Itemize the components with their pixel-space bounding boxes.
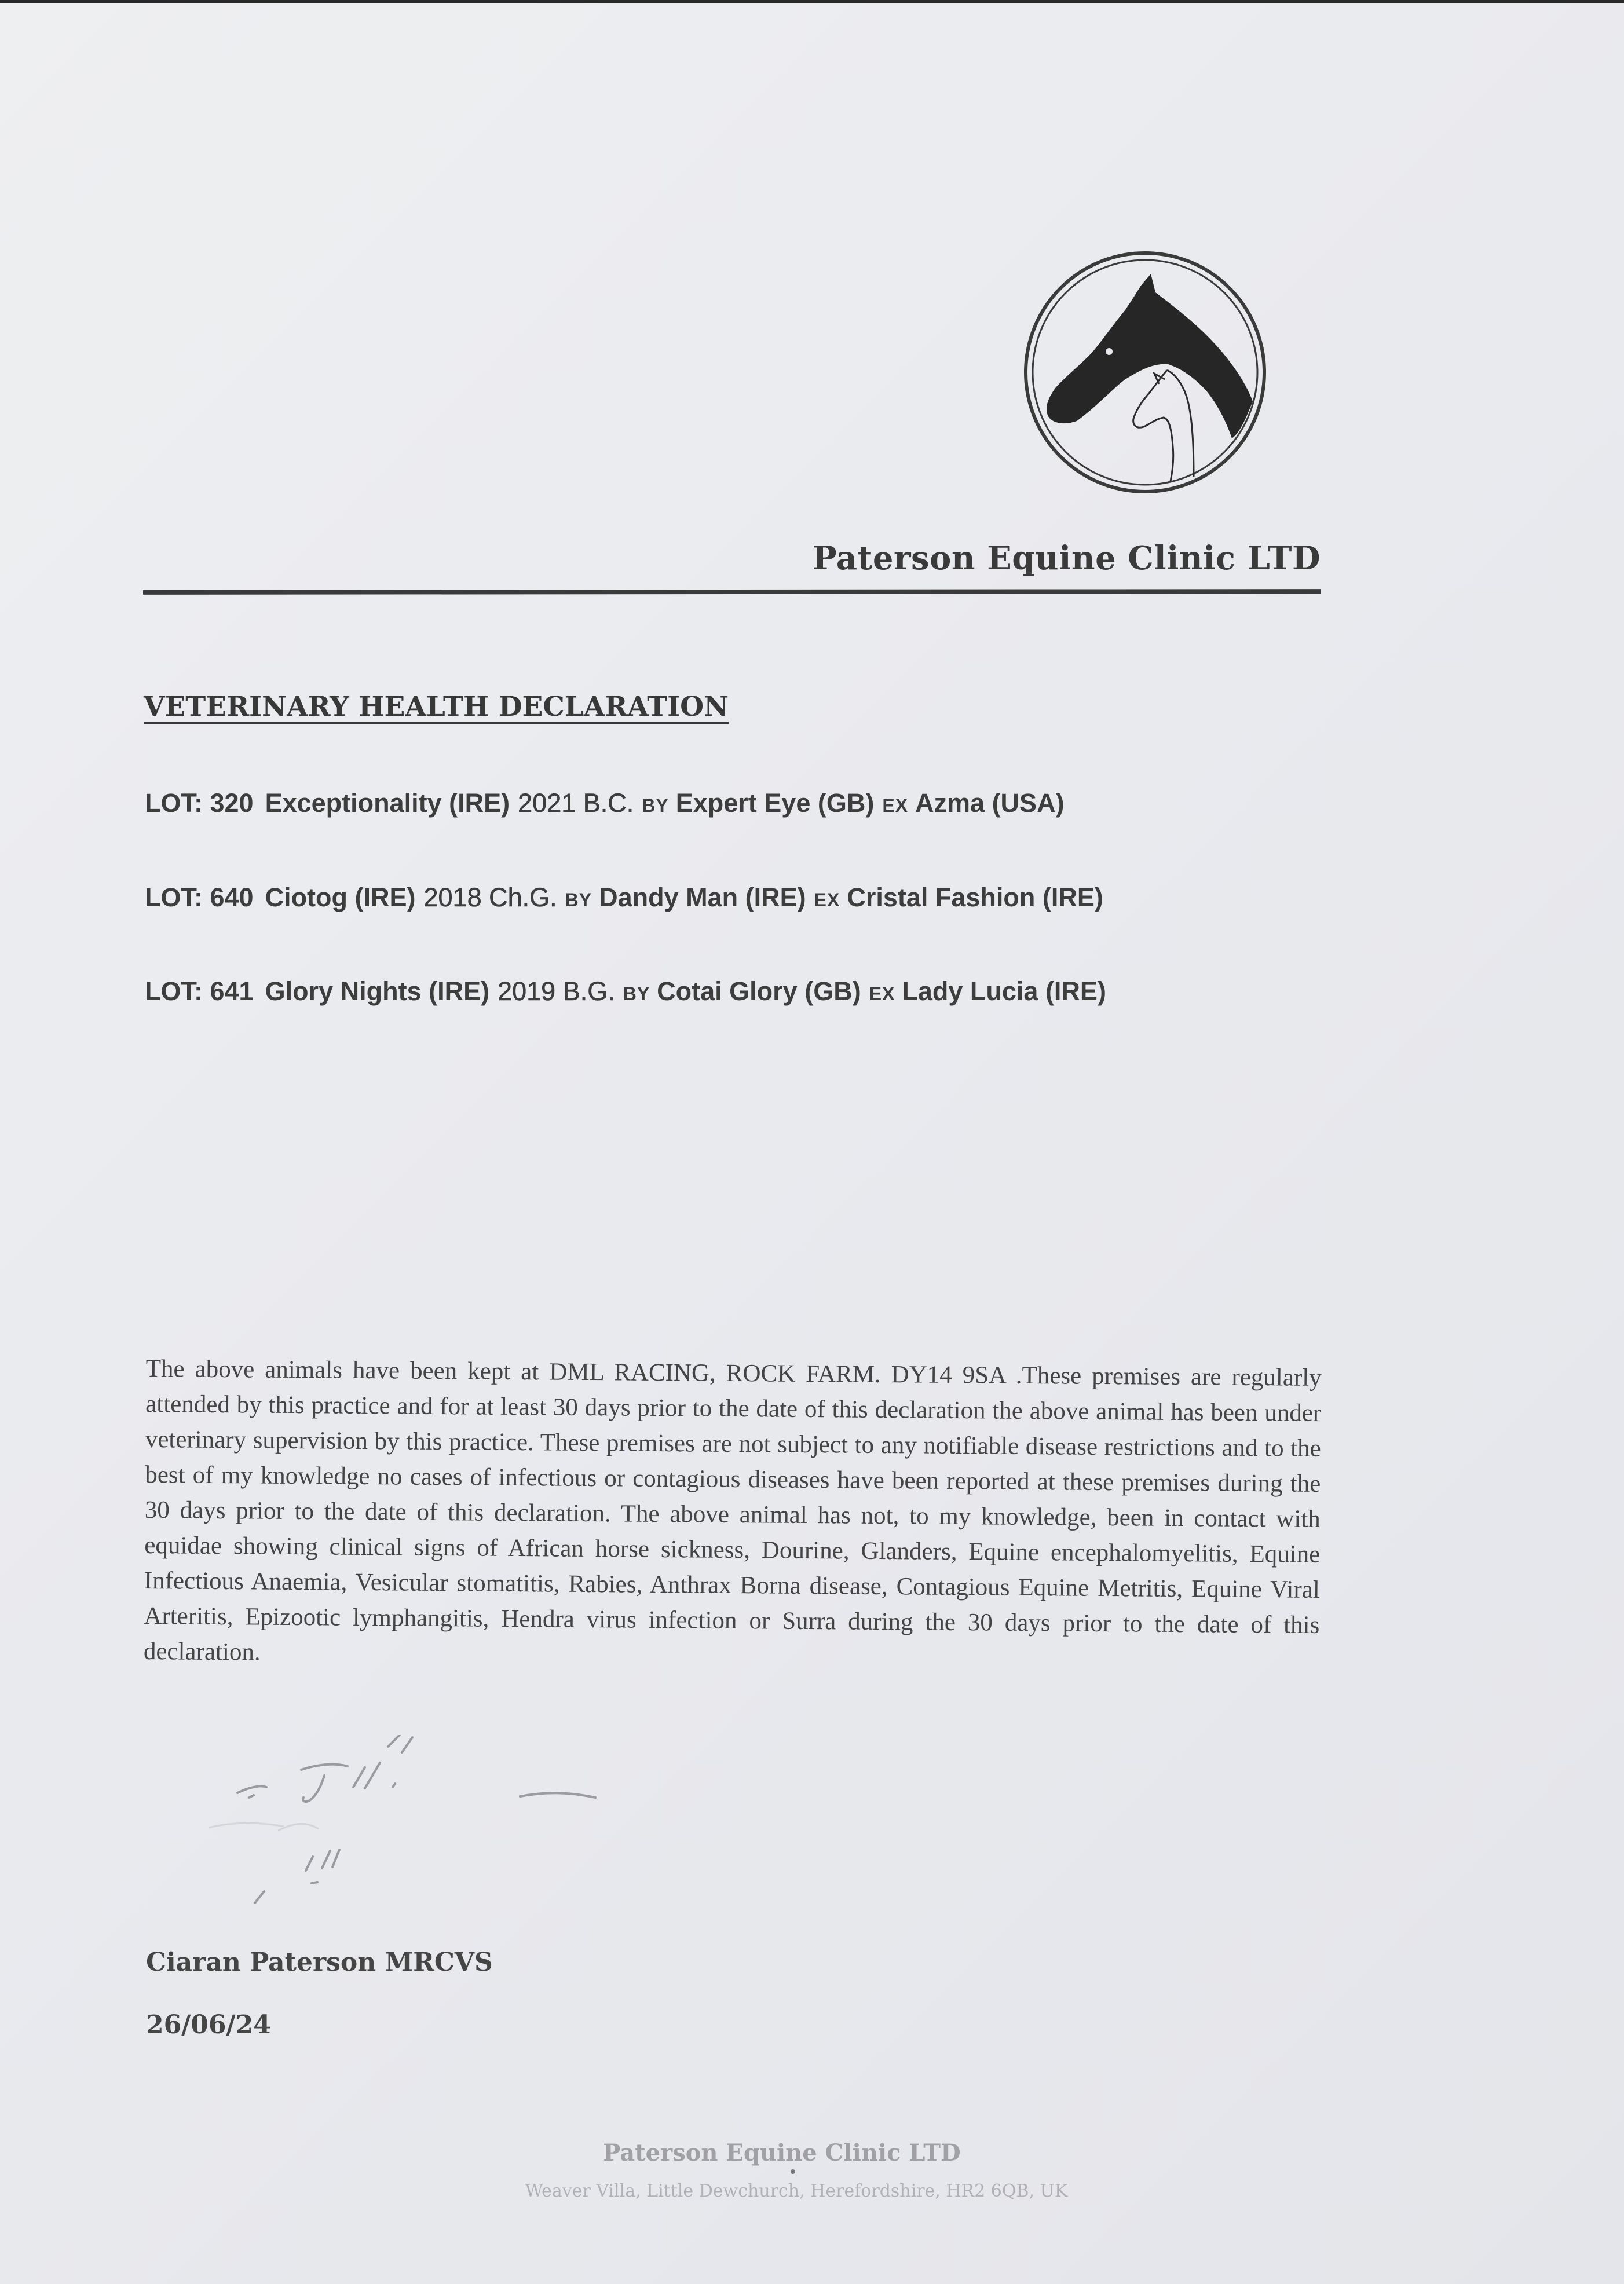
age-sex: 2018 Ch.G. — [423, 883, 557, 912]
dam-name: Cristal Fashion (IRE) — [847, 883, 1103, 912]
dam-name: Azma (USA) — [915, 788, 1065, 818]
clinic-name-heading: Paterson Equine Clinic LTD — [812, 539, 1321, 577]
declaration-paragraph: The above animals have been kept at DML RACING, ROCK FARM. DY14 9SA .These premises are regularly attended by this practice and for at least 30 days prior to the date of this declaration the above animal has been under veterinary supervision by this practice. These premises are not subject to any notifiable disease restrictions and to the best of my knowledge no cases of infectious or contagious diseases have been reported at these premises during the 30 days prior to the date of this declaration. The above animal has not, to my knowledge, been in contact with equidae showing clinical signs of African horse sickness, Dourine, Glanders, Equine encephalomyelitis, Equine Infectious Anaemia, Vesicular stomatitis, Rabies, Anthrax Borna disease, Contagious Equine Metritis, Equine Viral Arteritis, Epizootic lymphangitis, Hendra virus infection or Surra during the 30 days prior to the date of this declaration. — [143, 1355, 1322, 1666]
footer-address: Weaver Villa, Little Dewchurch, Herefordshire, HR2 6QB, UK — [525, 2181, 1068, 2201]
by-keyword: BY — [642, 795, 669, 816]
declaration-date: 26/06/24 — [146, 2010, 271, 2040]
lot-line — [145, 883, 1103, 913]
sire-name: Dandy Man (IRE) — [599, 883, 806, 912]
sire-name: Expert Eye (GB) — [675, 788, 875, 818]
handwritten-signature — [209, 1735, 614, 1915]
by-keyword: BY — [565, 890, 592, 910]
horse-name: Glory Nights (IRE) — [265, 976, 490, 1006]
header-divider — [143, 589, 1321, 595]
footer-dot — [791, 2169, 795, 2174]
document-page — [0, 3, 1624, 2284]
horse-name: Ciotog (IRE) — [265, 883, 416, 912]
footer-clinic-name: Paterson Equine Clinic LTD — [603, 2139, 961, 2166]
by-keyword: BY — [623, 983, 650, 1004]
ex-keyword: EX — [869, 983, 895, 1004]
lot-number: LOT: 320 — [145, 788, 254, 818]
lot-number: LOT: 641 — [145, 976, 254, 1006]
age-sex: 2019 B.G. — [498, 976, 615, 1006]
lot-number: LOT: 640 — [145, 883, 254, 912]
ex-keyword: EX — [882, 795, 909, 816]
horse-name: Exceptionality (IRE) — [265, 788, 510, 818]
document-title: VETERINARY HEALTH DECLARATION — [144, 691, 729, 723]
signer-name: Ciaran Paterson MRCVS — [146, 1948, 493, 1977]
ex-keyword: EX — [814, 890, 840, 910]
lot-line — [145, 788, 1065, 818]
age-sex: 2021 B.C. — [518, 788, 634, 818]
sire-name: Cotai Glory (GB) — [657, 976, 861, 1006]
lot-line — [145, 976, 1106, 1006]
horse-head-logo-icon — [1022, 250, 1268, 496]
dam-name: Lady Lucia (IRE) — [902, 976, 1106, 1006]
